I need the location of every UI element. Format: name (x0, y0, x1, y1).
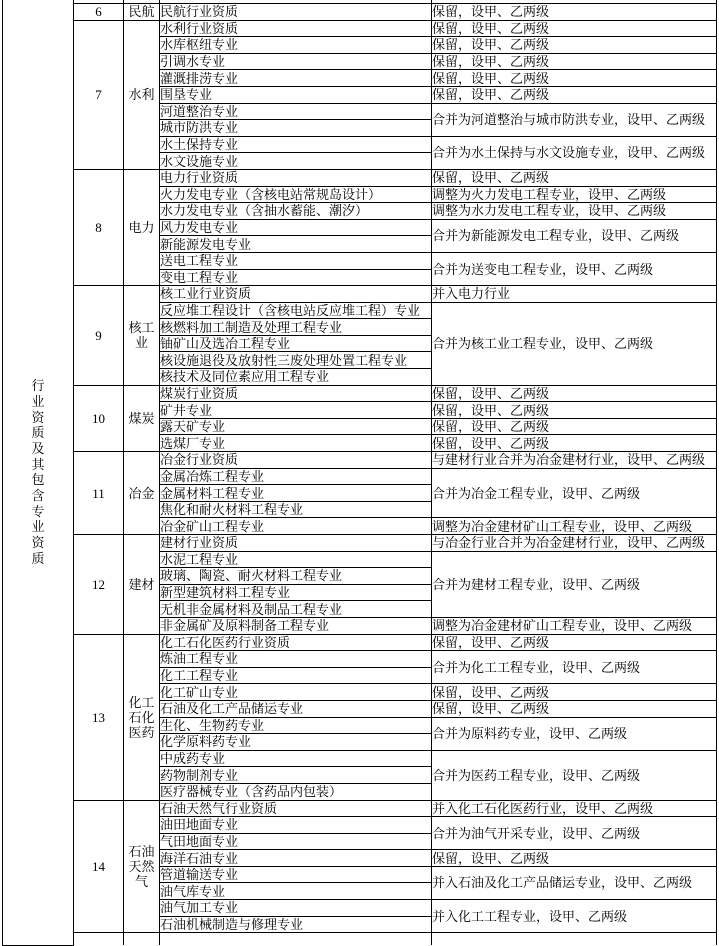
qualification-cell: 药物制剂专业 (160, 767, 432, 784)
qualification-cell: 水利行业资质 (160, 20, 432, 37)
qualification-cell: 管道输送专业 (160, 866, 432, 883)
qualification-cell: 石油机械制造与修理专业 (160, 916, 432, 933)
disposition-cell: 合并为冶金工程专业，设甲、乙两级 (432, 468, 717, 518)
qualification-cell: 冶金行业资质 (160, 452, 432, 469)
qualification-cell: 化工矿山专业 (160, 684, 432, 701)
section-number-cell: 8 (74, 169, 124, 285)
disposition-cell: 合并为油气开采专业，设甲、乙两级 (432, 817, 717, 850)
section-number-cell: 9 (74, 286, 124, 386)
disposition-cell: 保留，设甲、乙两级 (432, 634, 717, 651)
industry-cell: 电力 (124, 169, 160, 285)
industry-qualification-table (2, 0, 717, 946)
qualification-cell: 城市防洪专业 (160, 120, 432, 137)
industry-cell: 民航 (124, 4, 160, 21)
disposition-cell: 并入化工石化医药行业，设甲、乙两级 (432, 800, 717, 817)
qualification-cell: 核设施退役及放射性三废处理处置工程专业 (160, 352, 432, 369)
qualification-cell: 火力发电专业（含核电站常规岛设计） (160, 186, 432, 203)
qualification-cell: 石油天然气行业资质 (160, 800, 432, 817)
qualification-cell: 化学原料药专业 (160, 734, 432, 751)
qualification-cell: 非金属矿及原料制备工程专业 (160, 617, 432, 634)
disposition-cell: 保留，设甲、乙两级 (432, 700, 717, 717)
disposition-cell: 调整为冶金建材矿山工程专业，设甲、乙两级 (432, 617, 717, 634)
industry-cell: 建材 (124, 535, 160, 635)
row-group-header-vertical-text: 行业资质及其包含专业资质 (31, 378, 45, 566)
qualification-cell: 核技术及同位素应用工程专业 (160, 369, 432, 386)
table-row (3, 286, 717, 303)
qualification-cell: 新型建筑材料工程专业 (160, 584, 432, 601)
table-row (3, 634, 717, 651)
industry-cell: 石油天然气 (124, 800, 160, 933)
section-number-cell: 7 (74, 20, 124, 169)
industry-cell: 化工石化医药 (124, 634, 160, 800)
industry-cell: 水利 (124, 20, 160, 169)
disposition-cell: 并入石油及化工产品储运专业，设甲、乙两级 (432, 866, 717, 899)
disposition-cell-empty (432, 933, 717, 946)
disposition-cell: 保留，设甲、乙两级 (432, 684, 717, 701)
qualification-cell: 金属材料工程专业 (160, 485, 432, 502)
qualification-cell: 风力发电专业 (160, 219, 432, 236)
qualification-cell: 气田地面专业 (160, 833, 432, 850)
qualification-cell: 油气加工专业 (160, 900, 432, 917)
qualification-cell: 围垦专业 (160, 86, 432, 103)
qualification-cell: 河道整治专业 (160, 103, 432, 120)
qualification-cell: 油气库专业 (160, 883, 432, 900)
qualification-cell: 核燃料加工制造及处理工程专业 (160, 319, 432, 336)
qualification-cell: 选煤厂专业 (160, 435, 432, 452)
qualification-cell: 引调水专业 (160, 53, 432, 70)
disposition-cell: 合并为水土保持与水文设施专业，设甲、乙两级 (432, 136, 717, 169)
disposition-cell: 与建材行业合并为冶金建材行业，设甲、乙两级 (432, 452, 717, 469)
qualification-cell: 化工石化医药行业资质 (160, 634, 432, 651)
qualification-cell: 新能源发电专业 (160, 236, 432, 253)
qualification-cell: 炼油工程专业 (160, 651, 432, 668)
qualification-cell: 水土保持专业 (160, 136, 432, 153)
cutoff-row-bottom (3, 933, 717, 946)
qualification-cell-empty (160, 933, 432, 946)
qualification-cell: 无机非金属材料及制品工程专业 (160, 601, 432, 618)
qualification-cell: 建材行业资质 (160, 535, 432, 552)
disposition-cell: 调整为冶金建材矿山工程专业，设甲、乙两级 (432, 518, 717, 535)
qualification-cell: 化工工程专业 (160, 667, 432, 684)
industry-cell-empty (124, 933, 160, 946)
qualification-cell: 送电工程专业 (160, 252, 432, 269)
disposition-cell: 合并为核工业工程专业，设甲、乙两级 (432, 302, 717, 385)
qualification-cell: 水泥工程专业 (160, 551, 432, 568)
disposition-cell: 保留，设甲、乙两级 (432, 418, 717, 435)
qualification-cell: 生化、生物药专业 (160, 717, 432, 734)
disposition-cell: 保留，设甲、乙两级 (432, 169, 717, 186)
qualification-cell: 变电工程专业 (160, 269, 432, 286)
qualification-cell: 反应堆工程设计（含核电站反应堆工程）专业 (160, 302, 432, 319)
disposition-cell: 保留，设甲、乙两级 (432, 435, 717, 452)
qualification-cell: 民航行业资质 (160, 4, 432, 21)
qualification-cell: 油田地面专业 (160, 817, 432, 834)
disposition-cell: 保留，设甲、乙两级 (432, 20, 717, 37)
disposition-cell: 保留，设甲、乙两级 (432, 53, 717, 70)
qualification-cell: 铀矿山及选冶工程专业 (160, 335, 432, 352)
table-row (3, 4, 717, 21)
section-number-cell: 11 (74, 452, 124, 535)
section-number-cell: 10 (74, 385, 124, 451)
disposition-cell: 调整为水力发电工程专业，设甲、乙两级 (432, 203, 717, 220)
qualification-cell: 核工业行业资质 (160, 286, 432, 303)
industry-cell: 煤炭 (124, 385, 160, 451)
table-row (3, 169, 717, 186)
qualification-cell: 医疗器械专业（含药品内包装） (160, 783, 432, 800)
disposition-cell: 合并为送变电工程专业，设甲、乙两级 (432, 252, 717, 285)
disposition-cell: 保留，设甲、乙两级 (432, 86, 717, 103)
disposition-cell: 合并为原料药专业，设甲、乙两级 (432, 717, 717, 750)
disposition-cell: 并入电力行业 (432, 286, 717, 303)
qualification-cell: 中成药专业 (160, 750, 432, 767)
row-group-header-cell (3, 0, 74, 945)
industry-cell: 冶金 (124, 452, 160, 535)
table-row (3, 452, 717, 469)
qualification-cell: 玻璃、陶瓷、耐火材料工程专业 (160, 568, 432, 585)
table-row (3, 385, 717, 402)
qualification-cell: 水文设施专业 (160, 153, 432, 170)
disposition-cell: 保留，设甲、乙两级 (432, 4, 717, 21)
qualification-cell: 冶金矿山工程专业 (160, 518, 432, 535)
disposition-cell: 合并为医药工程专业，设甲、乙两级 (432, 750, 717, 800)
qualification-cell: 金属冶炼工程专业 (160, 468, 432, 485)
disposition-cell: 合并为新能源发电工程专业，设甲、乙两级 (432, 219, 717, 252)
disposition-cell: 保留，设甲、乙两级 (432, 70, 717, 87)
disposition-cell: 保留，设甲、乙两级 (432, 850, 717, 867)
qualification-cell: 石油及化工产品储运专业 (160, 700, 432, 717)
disposition-cell: 合并为河道整治与城市防洪专业，设甲、乙两级 (432, 103, 717, 136)
section-number-cell-empty (74, 933, 124, 946)
qualification-cell: 水力发电专业（含抽水蓄能、潮汐） (160, 203, 432, 220)
disposition-cell: 与冶金行业合并为冶金建材行业，设甲、乙两级 (432, 535, 717, 552)
qualification-cell: 煤炭行业资质 (160, 385, 432, 402)
qualification-cell: 灌溉排涝专业 (160, 70, 432, 87)
table-row (3, 20, 717, 37)
disposition-cell: 合并为建材工程专业，设甲、乙两级 (432, 551, 717, 617)
qualification-cell: 矿井专业 (160, 402, 432, 419)
table-row (3, 535, 717, 552)
section-number-cell: 12 (74, 535, 124, 635)
disposition-cell: 并入化工工程专业，设甲、乙两级 (432, 900, 717, 933)
section-number-cell: 13 (74, 634, 124, 800)
qualification-cell: 电力行业资质 (160, 169, 432, 186)
qualification-cell: 露天矿专业 (160, 418, 432, 435)
section-number-cell: 6 (74, 4, 124, 21)
section-number-cell: 14 (74, 800, 124, 933)
table-row (3, 800, 717, 817)
disposition-cell: 保留，设甲、乙两级 (432, 385, 717, 402)
industry-cell: 核工业 (124, 286, 160, 386)
qualification-cell: 海洋石油专业 (160, 850, 432, 867)
disposition-cell: 合并为化工工程专业，设甲、乙两级 (432, 651, 717, 684)
qualification-cell: 焦化和耐火材料工程专业 (160, 501, 432, 518)
disposition-cell: 调整为火力发电工程专业，设甲、乙两级 (432, 186, 717, 203)
disposition-cell: 保留，设甲、乙两级 (432, 402, 717, 419)
qualification-cell: 水库枢纽专业 (160, 37, 432, 54)
disposition-cell: 保留，设甲、乙两级 (432, 37, 717, 54)
